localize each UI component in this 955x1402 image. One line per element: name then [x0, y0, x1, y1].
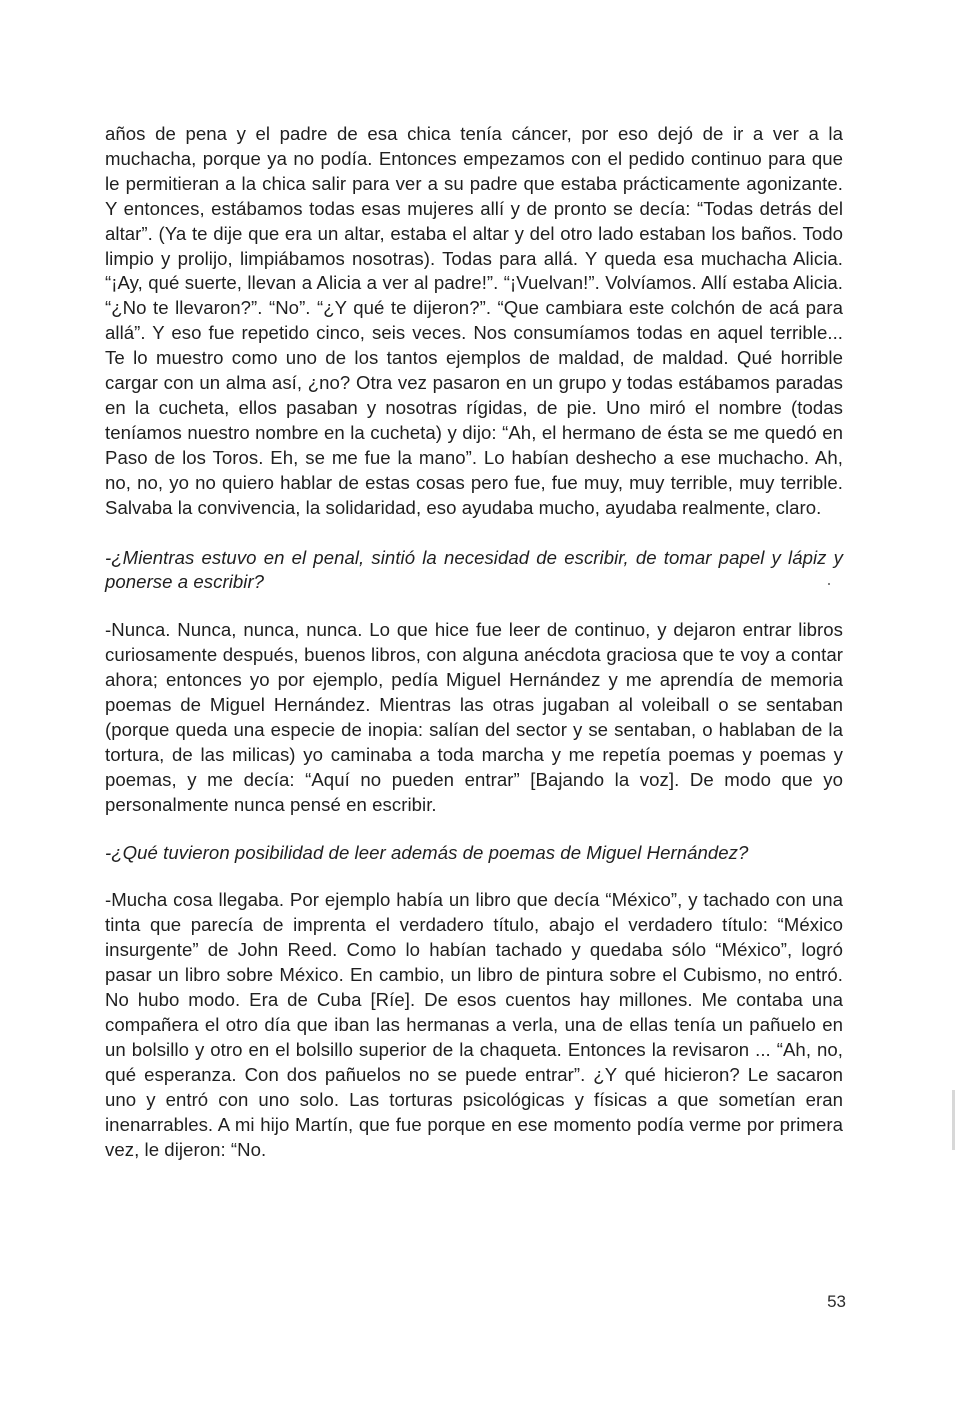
paragraph-testimony-1: años de pena y el padre de esa chica tenía cáncer, por eso dejó de ir a ver a la muchacha, porque ya no podía. Entonces empezamos con el pedido continuo para que le permitieran a la chica salir para ver a su padre que estaba prácticamente agonizante. Y entonces, estábamos todas esas mujeres allí y de pronto se decía: “Todas detrás del altar”. (Ya te dije que era un altar, estaba el altar y del otro lado estaban los baños. Todo limpio y prolijo, limpiábamos nosotras). Todas para allá. Y queda esa muchacha Alicia. “¡Ay, qué suerte, llevan a Alicia a ver al padre!”. “¡Vuelvan!”. Volvíamos. Allí estaba Alicia. “¿No te llevaron?”. “No”. “¿Y qué te dijeron?”. “Que cambiara este colchón de acá para allá”. Y eso fue repetido cinco, seis veces. Nos consumíamos todas en aquel terrible... Te lo muestro como uno de los tantos ejemplos de maldad, de maldad. Qué horrible cargar con un alma así, ¿no? Otra vez pasaron en un grupo y todas estábamos paradas en la cucheta, ellos pasaban y nosotras rígidas, de pie. Uno miró el nombre (todas teníamos nuestro nombre en la cucheta) y dijo: “Ah, el hermano de ésta se me quedó en Paso de los Toros. Eh, se me fue la mano”. Lo habían deshecho a ese muchacho. Ah, no, no, yo no quiero hablar de estas cosas pero fue, fue muy, muy terrible, muy terrible. Salvaba la convivencia, la solidaridad, eso ayudaba mucho, ayudaba realmente, claro.	[105, 123, 843, 518]
paragraph-answer-1: -Nunca. Nunca, nunca, nunca. Lo que hice fue leer de continuo, y dejaron entrar libros curiosamente después, buenos libros, con alguna anécdota graciosa que te voy a contar ahora; entonces yo por ejemplo, pedía Miguel Hernández y me aprendía de memoria poemas de Miguel Hernández. Mientras las otras jugaban al voleiball o se sentaban (porque queda una especie de inopia: salían del sector y se sentaban, o hablaban de la tortura, de las milicas) yo caminaba a toda marcha y me repetía poemas y poemas y poemas, y me decía: “Aquí no pueden entrar” [Bajando la voz]. De modo que yo personalmente nunca pensé en escribir.	[105, 619, 843, 815]
interview-question-2: -¿Qué tuvieron posibilidad de leer además de poemas de Miguel Hernández?	[105, 841, 749, 863]
page-body	[105, 122, 843, 1162]
stray-dot-mark	[828, 583, 830, 585]
paragraph-answer-2: -Mucha cosa llegaba. Por ejemplo había un libro que decía “México”, y tachado con una tinta que parecía de imprenta el verdadero título, abajo el verdadero título: “México insurgente” de John Reed. Como lo habían tachado y quedaba sólo “México”, logró pasar un libro sobre México. En cambio, un libro de pintura sobre el Cubismo, no entró. No hubo modo. Era de Cuba [Ríe]. De esos cuentos hay millones. Me contaba una compañera el otro día que iban las hermanas a verla, una de ellas tenía un pañuelo en un bolsillo y otro en el bolsillo superior de la chaqueta. Entonces la revisaron ... “Ah, no, qué esperanza. Con dos pañuelos no se puede entrar”. ¿Y qué hicieron? Le sacaron uno y entró con uno solo. Las torturas psicológicas y físicas a que sometían eran inenarrables. A mi hijo Martín, que fue porque en ese momento podía verme por primera vez, le dijeron: “No.	[105, 889, 843, 1160]
page-number: 53	[827, 1292, 846, 1311]
interview-question-1: -¿Mientras estuvo en el penal, sintió la necesidad de escribir, de tomar papel y lápiz y ponerse a escribir?	[105, 546, 843, 593]
